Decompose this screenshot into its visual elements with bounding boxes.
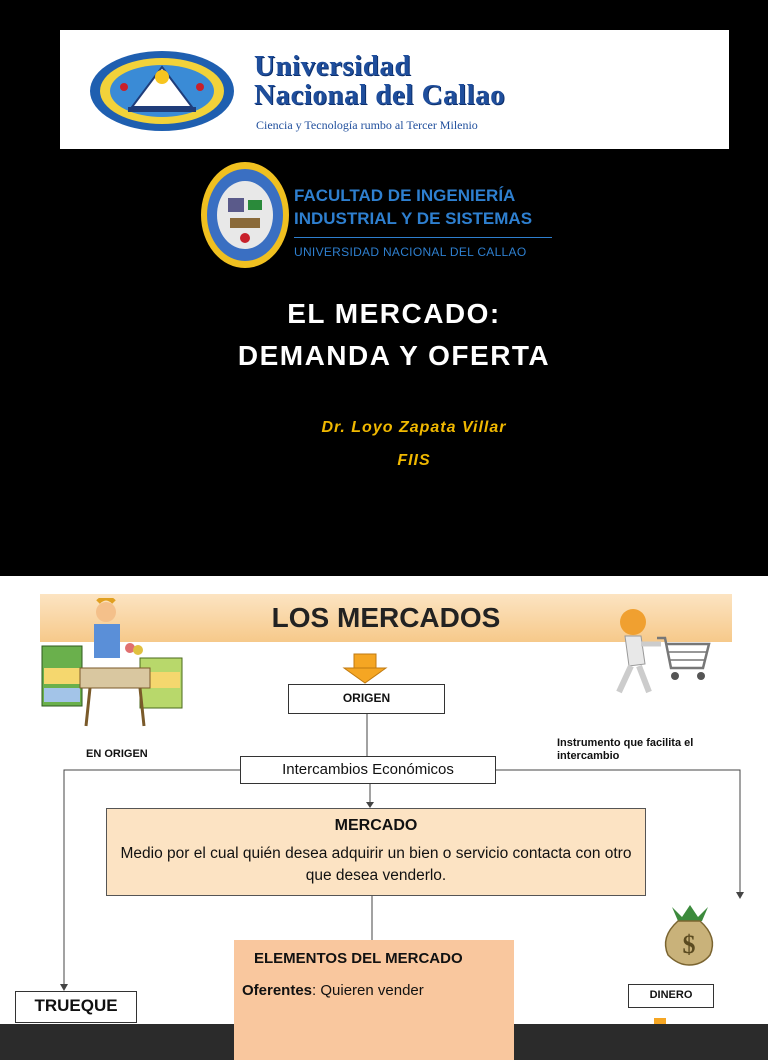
elementos-box — [234, 940, 514, 1060]
oferentes-item — [242, 982, 424, 999]
mercado-description: Medio por el cual quién desea adquirir un bien o servicio contacta con otro que desea venderlo. — [120, 845, 632, 884]
school-name: FIIS — [397, 452, 431, 469]
dinero-box: DINERO — [628, 984, 714, 1008]
markets-slide — [0, 576, 768, 1024]
faculty-seal-icon — [200, 160, 290, 270]
origen-box: ORIGEN — [288, 684, 445, 714]
instrumento-label: Instrumento que facilita el intercambio — [557, 737, 694, 762]
university-tagline: Ciencia y Tecnología rumbo al Tercer Milenio — [256, 118, 478, 132]
faculty-name-line1: FACULTAD DE INGENIERÍA — [294, 186, 516, 205]
faculty-divider — [294, 237, 552, 238]
university-seal-icon — [88, 49, 236, 133]
mercado-title: MERCADO — [334, 817, 418, 834]
trueque-box: TRUEQUE — [15, 991, 137, 1023]
elementos-title: ELEMENTOS DEL MERCADO — [254, 950, 463, 967]
mercado-box — [106, 808, 646, 896]
slide-title-line2: DEMANDA Y OFERTA — [237, 340, 551, 371]
slide-title-line1: EL MERCADO: — [287, 298, 501, 329]
oferentes-desc: : Quieren vender — [312, 982, 424, 999]
down-arrow-icon — [344, 654, 386, 683]
money-bag-icon — [658, 901, 720, 966]
university-name-line1: Universidad — [254, 50, 411, 82]
intercambios-box: Intercambios Económicos — [240, 756, 496, 784]
faculty-name-line2: INDUSTRIAL Y DE SISTEMAS — [294, 209, 533, 228]
slide-header-title: LOS MERCADOS — [271, 602, 501, 633]
university-name-line2: Nacional del Callao — [254, 79, 506, 111]
university-name — [254, 52, 724, 110]
en-origen-label: EN ORIGEN — [86, 748, 148, 760]
author-name: Dr. Loyo Zapata Villar — [321, 419, 507, 436]
oferentes-term: Oferentes — [242, 982, 313, 999]
svg-text:$: $ — [682, 930, 696, 959]
vendor-clipart-icon — [40, 598, 185, 738]
faculty-university-line: UNIVERSIDAD NACIONAL DEL CALLAO — [294, 245, 527, 259]
shopping-cart-person-icon — [605, 604, 715, 704]
